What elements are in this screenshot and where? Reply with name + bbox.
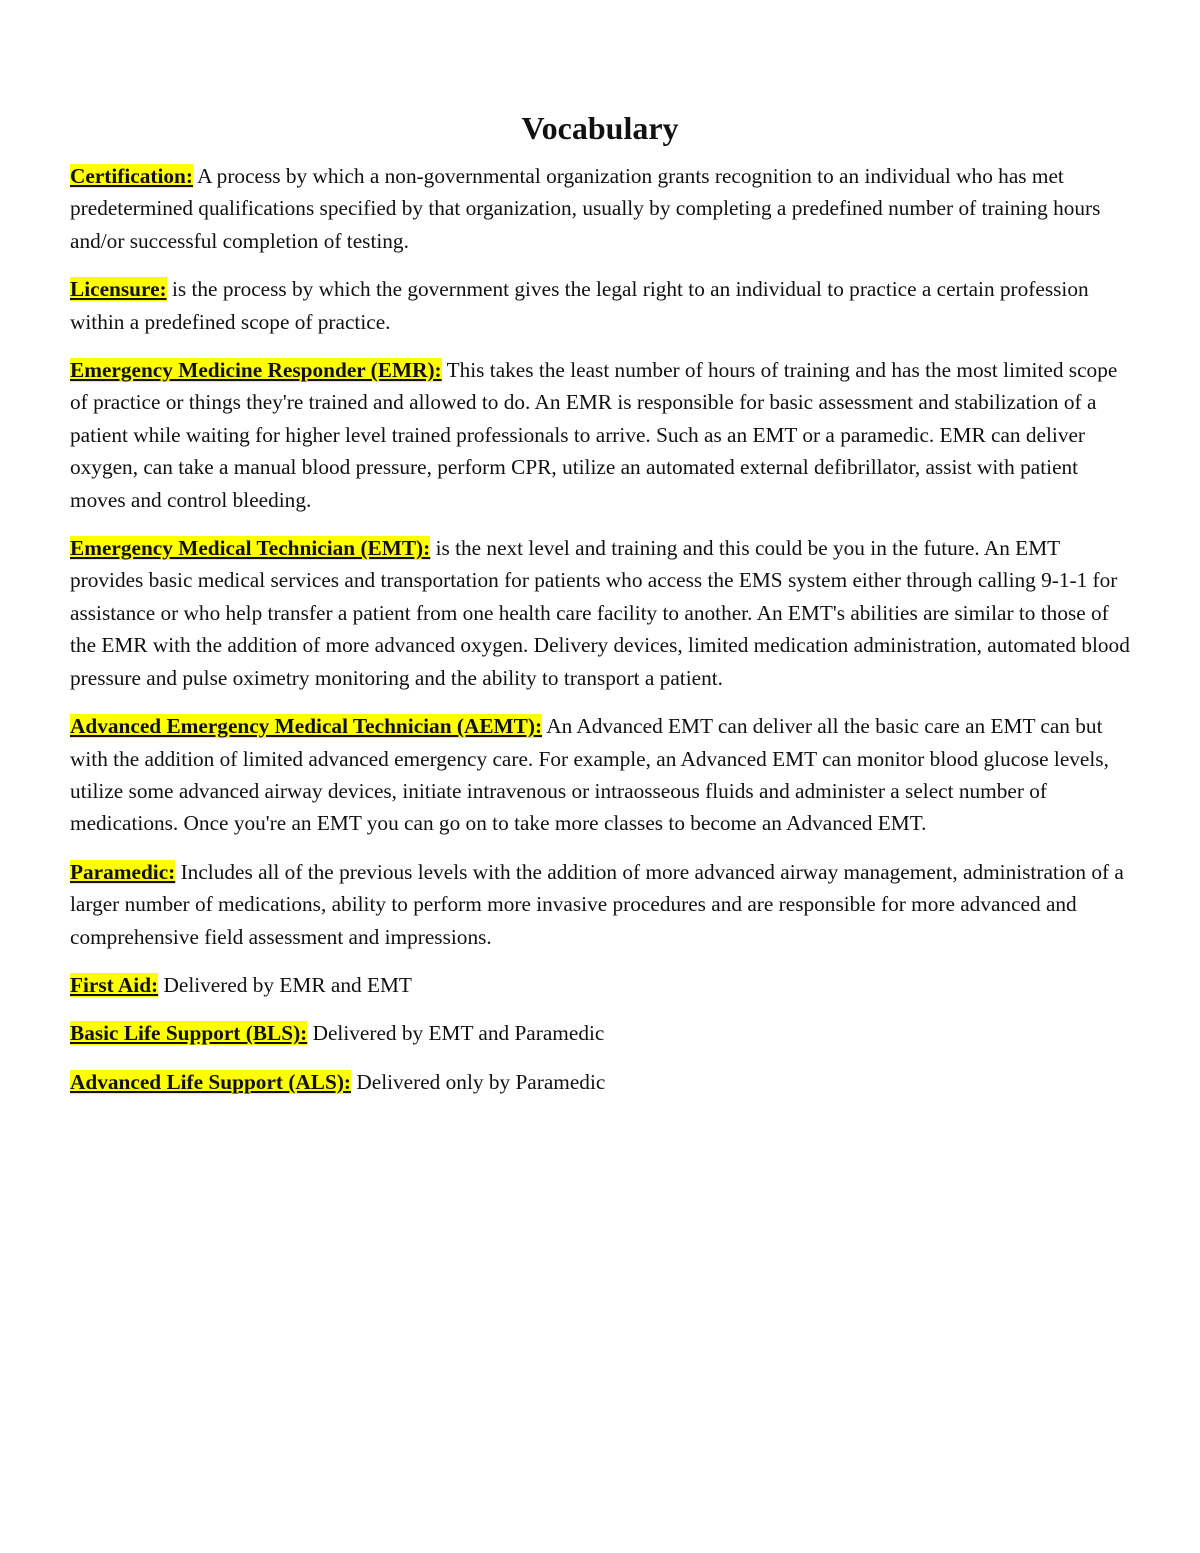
vocab-definition: This takes the least number of hours of training and has the most limited scope of practice or things they're trained and allowed to do. An EMR is responsible for basic assessment and stabilization of a patient while waiting for higher level trained professionals to arrive. Such as an EMT or a paramedic. EMR can deliver oxygen, can take a manual blood pressure, perform CPR, utilize an automated external defibrillator, assist with patient moves and control bleeding. — [70, 358, 1118, 512]
vocab-term: Advanced Emergency Medical Technician (AEMT): — [70, 714, 543, 739]
vocab-entry-emr — [70, 354, 1130, 516]
vocab-entry-als — [70, 1066, 1130, 1098]
document-page — [70, 104, 1130, 1114]
page-title: Vocabulary — [521, 110, 679, 146]
vocab-term: Basic Life Support (BLS): — [70, 1021, 308, 1046]
vocab-entry-certification — [70, 160, 1130, 257]
vocab-definition: Includes all of the previous levels with the addition of more advanced airway management, administration of a larger number of medications, ability to perform more invasive procedures and are responsible for more advanced and comprehensive field assessment and impressions. — [70, 859, 1124, 949]
vocab-definition: Delivered by EMT and Paramedic — [312, 1021, 605, 1046]
vocab-definition: A process by which a non-governmental organization grants recognition to an individual who has met predetermined qualifications specified by that organization, usually by completing a predefined number of training hours and/or successful completion of testing. — [70, 164, 1101, 253]
vocab-definition: Delivered by EMR and EMT — [163, 972, 412, 997]
vocab-term: Advanced Life Support (ALS): — [70, 1069, 352, 1094]
vocab-definition: An Advanced EMT can deliver all the basic care an EMT can but with the addition of limited advanced emergency care. For example, an Advanced EMT can monitor blood glucose levels, utilize some advanced airway devices, initiate intravenous or intraosseous fluids and administer a select number of medications. Once you're an EMT you can go on to take more classes to become an Advanced EMT. — [70, 714, 1109, 836]
vocab-term: First Aid: — [70, 972, 159, 997]
vocab-term: Certification: — [70, 164, 193, 188]
vocab-definition: Delivered only by Paramedic — [356, 1069, 606, 1094]
vocab-entry-paramedic — [70, 856, 1130, 953]
vocab-definition: is the next level and training and this could be you in the future. An EMT provides basic medical services and transportation for patients who access the EMS system either through calling 9-1-1 for assistance or who help transfer a patient from one health care facility to another. An EMT's abilities are similar to those of the EMR with the addition of more advanced oxygen. Delivery devices, limited medication administration, automated blood pressure and pulse oximetry monitoring and the ability to transport a patient. — [70, 536, 1130, 690]
vocab-entry-aemt — [70, 710, 1130, 840]
vocab-entry-bls — [70, 1017, 1130, 1049]
vocab-term: Emergency Medicine Responder (EMR): — [70, 358, 442, 383]
vocab-entry-emt — [70, 532, 1130, 694]
vocab-entry-licensure — [70, 273, 1130, 338]
vocab-term: Emergency Medical Technician (EMT): — [70, 536, 431, 561]
vocab-term: Licensure: — [70, 277, 167, 302]
vocab-entry-first-aid — [70, 969, 1130, 1001]
vocab-definition: is the process by which the government gives the legal right to an individual to practice a certain profession within a predefined scope of practice. — [70, 277, 1089, 334]
vocab-term: Paramedic: — [70, 859, 176, 884]
